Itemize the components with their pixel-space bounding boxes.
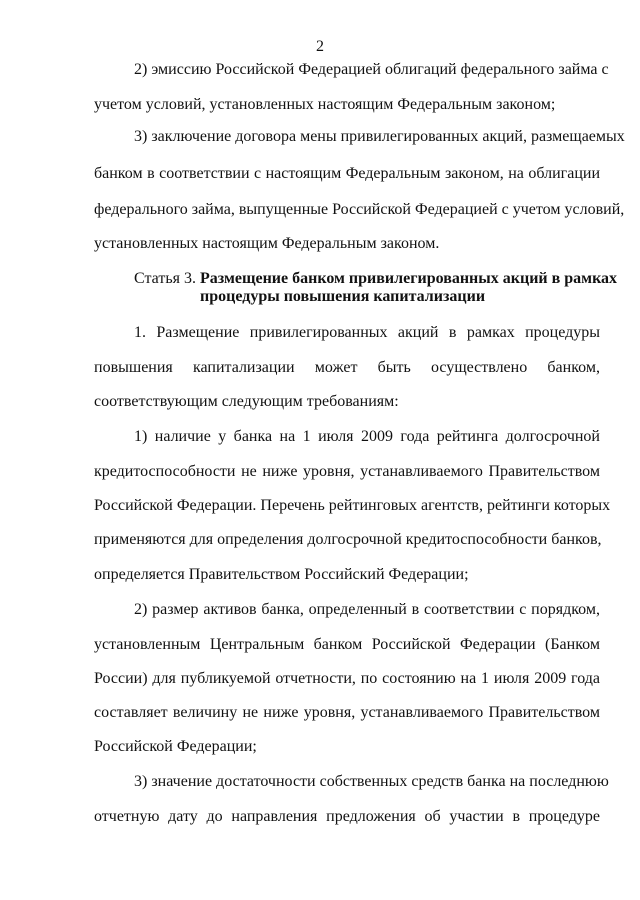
paragraph-line: соответствующим следующим требованиям: [94,393,399,410]
paragraph-line: составляет величину не ниже уровня, устанавливаемого Правительством [94,704,600,721]
article-label: Статья 3. [134,270,196,287]
paragraph-line: 3) заключение договора мены привилегированных акций, размещаемых [134,128,625,145]
article-title-continued: процедуры повышения капитализации [200,288,486,305]
paragraph-line: федерального займа, выпущенные Российской Федерацией с учетом условий, [94,201,625,218]
paragraph-line: кредитоспособности не ниже уровня, устанавливаемого Правительством [94,463,600,480]
paragraph-line: России) для публикуемой отчетности, по состоянию на 1 июля 2009 года [94,670,600,687]
paragraph-line: 2) размер активов банка, определенный в соответствии с порядком, [134,601,600,618]
paragraph-line: учетом условий, установленных настоящим Федеральным законом; [94,96,556,113]
paragraph-line: отчетную дату до направления предложения об участии в процедуре [94,808,600,825]
paragraph-line: Российской Федерации; [94,738,257,755]
paragraph-line: установленным Центральным банком Российской Федерации (Банком [94,636,600,653]
paragraph-line: 1. Размещение привилегированных акций в рамках процедуры [134,324,600,341]
paragraph-line: Российской Федерации. Перечень рейтинговых агентств, рейтинги которых [94,497,611,514]
paragraph-line: 2) эмиссию Российской Федерацией облигаций федерального займа с [134,61,609,78]
page-number: 2 [316,38,324,55]
paragraph-line: установленных настоящим Федеральным законом. [94,235,440,252]
paragraph-line: применяются для определения долгосрочной кредитоспособности банков, [94,531,602,548]
paragraph-line: 1) наличие у банка на 1 июля 2009 года рейтинга долгосрочной [134,428,600,445]
article-title: Размещение банком привилегированных акций в рамках [199,270,618,287]
paragraph-line: 3) значение достаточности собственных средств банка на последнюю [134,773,609,790]
paragraph-line: банком в соответствии с настоящим Федеральным законом, на облигации [94,165,600,182]
paragraph-line: определяется Правительством Российский Федерации; [94,566,469,583]
paragraph-line: повышения капитализации может быть осуществлено банком, [94,359,600,376]
article-heading [134,270,618,288]
